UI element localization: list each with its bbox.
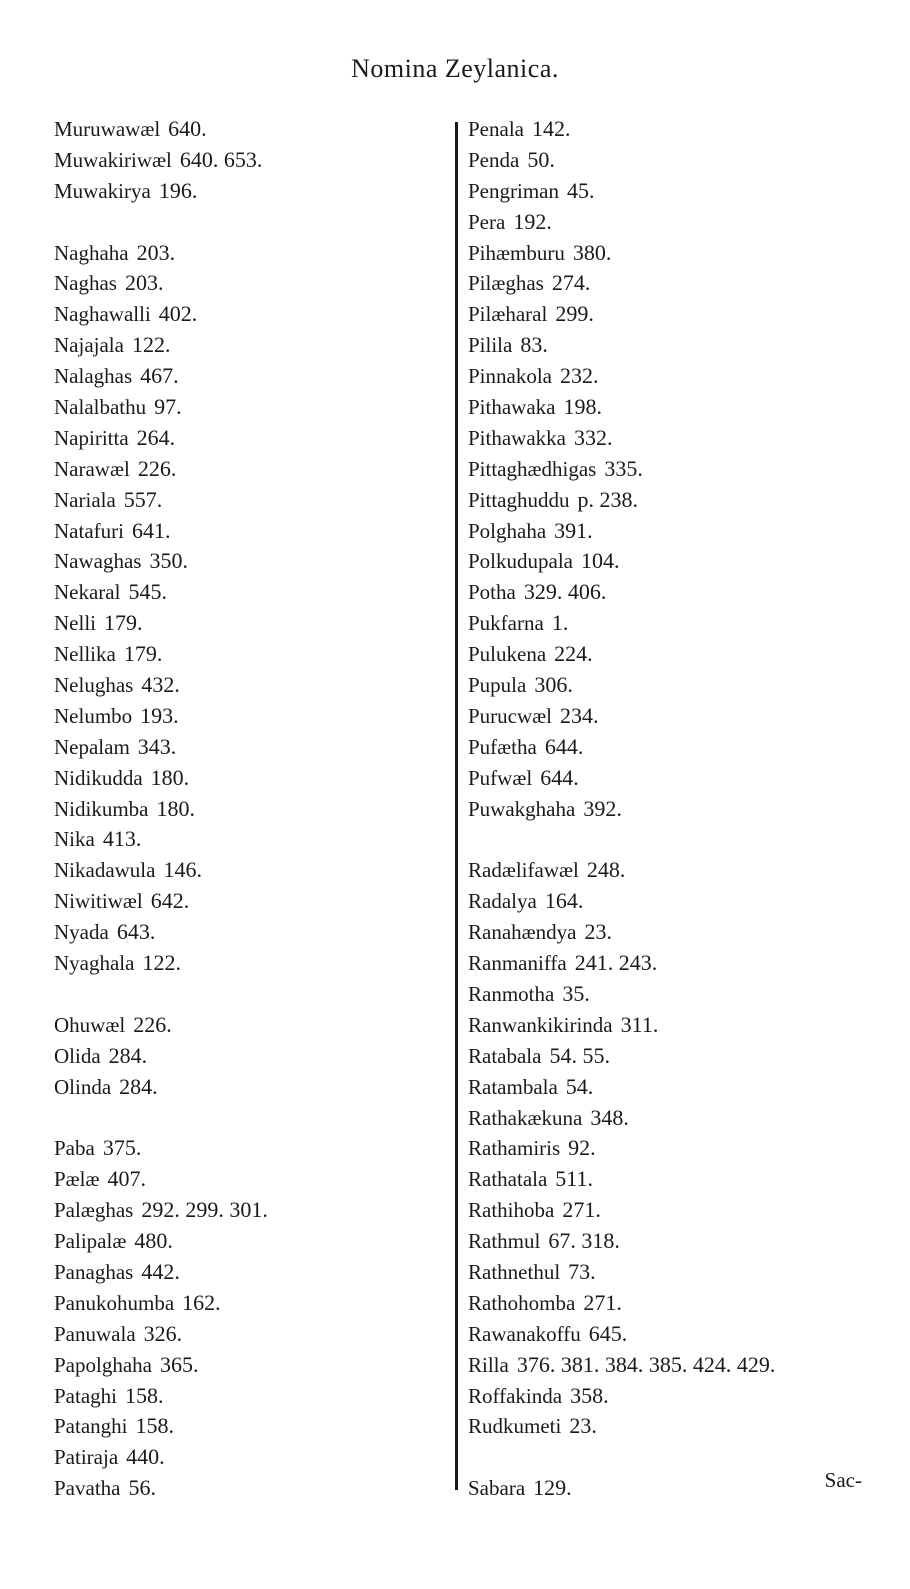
index-entry xyxy=(468,176,888,207)
entry-page-ref: 640. 653. xyxy=(179,146,263,172)
entry-page-ref: 335. xyxy=(604,455,643,481)
index-entry xyxy=(54,454,424,485)
entry-word: Panukohumba xyxy=(54,1290,175,1315)
entry-page-ref: 198. xyxy=(563,394,602,420)
entry-page-ref: 180. xyxy=(150,764,190,790)
entry-page-ref: 375. xyxy=(102,1135,142,1161)
index-entry xyxy=(54,1411,424,1442)
entry-word: Olinda xyxy=(54,1074,112,1099)
left-index-column xyxy=(54,114,424,1504)
catchword: Sac- xyxy=(824,1468,862,1492)
index-entry xyxy=(468,670,888,701)
entry-word: Pælæ xyxy=(54,1167,100,1192)
entry-page-ref: 480. xyxy=(134,1228,173,1254)
entry-page-ref: 432. xyxy=(141,672,180,698)
entry-page-ref: 23. xyxy=(569,1413,597,1439)
entry-page-ref: 158. xyxy=(125,1382,164,1408)
index-entry xyxy=(54,1133,424,1164)
entry-word: Nika xyxy=(54,827,95,852)
index-entry xyxy=(468,207,888,238)
entry-word: Nyada xyxy=(54,920,109,945)
index-entry xyxy=(468,1133,888,1164)
entry-page-ref: 292. 299. 301. xyxy=(141,1197,268,1223)
entry-page-ref: 146. xyxy=(163,857,202,883)
section-gap xyxy=(54,207,424,238)
entry-word: Ratambala xyxy=(468,1074,558,1099)
index-entry xyxy=(468,1381,888,1412)
index-entry xyxy=(54,670,424,701)
entry-word: Penala xyxy=(468,117,524,141)
entry-page-ref: 271. xyxy=(562,1197,601,1223)
entry-word: Muwakiriwæl xyxy=(54,147,172,172)
index-entry xyxy=(54,1072,424,1103)
index-entry xyxy=(468,608,888,639)
index-entry xyxy=(54,1381,424,1412)
index-entry xyxy=(54,176,424,207)
index-entry xyxy=(54,701,424,732)
entry-page-ref: 129. xyxy=(533,1475,572,1501)
entry-word: Rathihoba xyxy=(468,1198,555,1223)
index-entry xyxy=(468,1350,888,1381)
entry-page-ref: 162. xyxy=(182,1289,221,1315)
entry-word: Nawaghas xyxy=(54,549,142,574)
entry-page-ref: p. 238. xyxy=(577,486,639,512)
entry-page-ref: 264. xyxy=(136,424,176,450)
index-entry xyxy=(54,855,424,886)
entry-word: Nekaral xyxy=(54,580,121,605)
entry-page-ref: 467. xyxy=(140,363,179,389)
entry-page-ref: 196. xyxy=(158,177,198,203)
entry-word: Pupula xyxy=(468,673,527,698)
index-entry xyxy=(54,1164,424,1195)
entry-word: Najajala xyxy=(54,333,124,358)
entry-page-ref: 641. xyxy=(131,517,171,543)
entry-page-ref: 332. xyxy=(573,424,613,450)
entry-page-ref: 343. xyxy=(137,733,177,759)
index-entry xyxy=(468,1010,888,1041)
entry-word: Nellika xyxy=(54,642,116,667)
entry-word: Olida xyxy=(54,1043,101,1068)
index-entry xyxy=(54,114,424,145)
entry-word: Nidikudda xyxy=(54,765,143,790)
entry-word: Panaghas xyxy=(54,1259,134,1284)
entry-page-ref: 358. xyxy=(570,1382,609,1408)
entry-page-ref: 164. xyxy=(544,888,584,914)
entry-word: Sabara xyxy=(468,1476,526,1501)
right-index-column xyxy=(468,114,888,1504)
entry-page-ref: 440. xyxy=(126,1444,165,1470)
index-entry xyxy=(468,268,888,299)
index-entry xyxy=(54,145,424,176)
index-entry xyxy=(468,299,888,330)
entry-word: Pithawakka xyxy=(468,425,566,450)
index-entry xyxy=(468,238,888,269)
page-title: Nomina Zeylanica. xyxy=(351,54,559,83)
index-entry xyxy=(54,238,424,269)
entry-word: Muwakirya xyxy=(54,178,151,203)
index-entry xyxy=(468,1257,888,1288)
entry-page-ref: 642. xyxy=(150,888,190,914)
entry-page-ref: 226. xyxy=(133,1011,172,1037)
entry-page-ref: 142. xyxy=(531,116,571,141)
entry-word: Naghas xyxy=(54,271,117,296)
entry-page-ref: 311. xyxy=(620,1011,659,1037)
index-entry xyxy=(468,917,888,948)
index-entry xyxy=(468,701,888,732)
index-entry xyxy=(468,1041,888,1072)
index-entry xyxy=(54,1041,424,1072)
entry-page-ref: 179. xyxy=(104,610,143,636)
entry-word: Nelughas xyxy=(54,673,134,698)
entry-page-ref: 557. xyxy=(123,486,163,512)
entry-word: Napiritta xyxy=(54,425,129,450)
section-gap xyxy=(54,979,424,1010)
entry-page-ref: 1. xyxy=(551,610,569,636)
entry-word: Rathohomba xyxy=(468,1290,576,1315)
index-entry xyxy=(54,1473,424,1504)
index-entry xyxy=(54,1195,424,1226)
entry-word: Nalaghas xyxy=(54,364,133,389)
index-entry xyxy=(468,1103,888,1134)
index-entry xyxy=(468,423,888,454)
entry-page-ref: 350. xyxy=(149,548,188,574)
entry-word: Nelumbo xyxy=(54,703,133,728)
entry-page-ref: 23. xyxy=(584,919,612,945)
index-entry xyxy=(54,1442,424,1473)
column-divider-rule xyxy=(455,122,458,1490)
entry-page-ref: 391. xyxy=(554,517,593,543)
index-entry xyxy=(468,794,888,825)
entry-word: Purucwæl xyxy=(468,703,552,728)
entry-page-ref: 179. xyxy=(123,641,163,667)
index-entry xyxy=(468,1072,888,1103)
entry-page-ref: 326. xyxy=(143,1320,183,1346)
entry-page-ref: 73. xyxy=(568,1258,596,1284)
entry-page-ref: 56. xyxy=(128,1475,156,1501)
entry-word: Palæghas xyxy=(54,1198,134,1223)
entry-page-ref: 193. xyxy=(140,702,179,728)
index-entry xyxy=(54,732,424,763)
entry-word: Niwitiwæl xyxy=(54,889,143,914)
entry-word: Ranmaniffa xyxy=(468,951,567,976)
index-entry xyxy=(468,1164,888,1195)
entry-word: Paba xyxy=(54,1136,95,1161)
index-entry xyxy=(468,330,888,361)
index-entry xyxy=(54,1226,424,1257)
entry-page-ref: 442. xyxy=(141,1258,180,1284)
entry-page-ref: 83. xyxy=(520,332,548,358)
entry-page-ref: 545. xyxy=(128,579,167,605)
entry-page-ref: 348. xyxy=(590,1104,629,1130)
entry-page-ref: 284. xyxy=(119,1073,158,1099)
entry-page-ref: 180. xyxy=(156,795,195,821)
entry-word: Rilla xyxy=(468,1352,509,1377)
entry-word: Nikadawula xyxy=(54,858,156,883)
entry-word: Patiraja xyxy=(54,1445,119,1470)
index-entry xyxy=(468,1226,888,1257)
index-entry xyxy=(54,886,424,917)
entry-word: Ranwankikirinda xyxy=(468,1012,613,1037)
entry-page-ref: 645. xyxy=(588,1320,628,1346)
entry-word: Rathamiris xyxy=(468,1136,561,1161)
entry-word: Ratabala xyxy=(468,1043,542,1068)
entry-word: Nalalbathu xyxy=(54,395,147,420)
entry-page-ref: 241. 243. xyxy=(574,950,658,976)
entry-word: Pilæharal xyxy=(468,302,548,327)
index-entry xyxy=(54,763,424,794)
index-entry xyxy=(54,268,424,299)
index-entry xyxy=(54,1288,424,1319)
index-entry xyxy=(54,392,424,423)
entry-word: Nidikumba xyxy=(54,796,149,821)
index-entry xyxy=(468,948,888,979)
entry-word: Nepalam xyxy=(54,734,130,759)
index-entry xyxy=(54,1010,424,1041)
entry-page-ref: 203. xyxy=(124,270,164,296)
entry-word: Pulukena xyxy=(468,642,547,667)
entry-page-ref: 54. 55. xyxy=(549,1042,610,1068)
index-entry xyxy=(54,330,424,361)
entry-word: Naghawalli xyxy=(54,302,151,327)
entry-word: Muruwawæl xyxy=(54,117,161,141)
entry-page-ref: 644. xyxy=(540,764,579,790)
index-entry xyxy=(54,1350,424,1381)
entry-word: Patanghi xyxy=(54,1414,128,1439)
entry-page-ref: 158. xyxy=(135,1413,174,1439)
entry-word: Pataghi xyxy=(54,1383,117,1408)
index-entry xyxy=(468,516,888,547)
entry-word: Roffakinda xyxy=(468,1383,563,1408)
index-entry xyxy=(54,577,424,608)
entry-page-ref: 122. xyxy=(131,332,171,358)
index-entry xyxy=(468,1195,888,1226)
entry-page-ref: 92. xyxy=(568,1135,596,1161)
index-entry xyxy=(54,485,424,516)
entry-page-ref: 376. 381. 384. 385. 424. 429. xyxy=(516,1351,776,1377)
entry-page-ref: 380. xyxy=(572,239,612,265)
index-entry xyxy=(468,361,888,392)
entry-page-ref: 271. xyxy=(583,1289,622,1315)
entry-word: Papolghaha xyxy=(54,1352,152,1377)
entry-word: Pera xyxy=(468,209,506,234)
entry-word: Rathnethul xyxy=(468,1259,561,1284)
entry-word: Pinnakola xyxy=(468,364,552,389)
entry-word: Pufwæl xyxy=(468,765,533,790)
entry-page-ref: 640. xyxy=(168,116,207,141)
entry-word: Radælifawæl xyxy=(468,858,579,883)
entry-page-ref: 407. xyxy=(107,1166,147,1192)
entry-page-ref: 122. xyxy=(142,950,181,976)
entry-word: Puwakghaha xyxy=(468,796,576,821)
index-entry xyxy=(468,114,888,145)
entry-word: Rawanakoffu xyxy=(468,1321,581,1346)
index-entry xyxy=(468,577,888,608)
entry-word: Ranmotha xyxy=(468,981,555,1006)
index-entry xyxy=(54,1257,424,1288)
index-entry xyxy=(54,546,424,577)
entry-word: Naghaha xyxy=(54,240,129,265)
entry-page-ref: 97. xyxy=(154,394,182,420)
entry-word: Pengriman xyxy=(468,178,559,203)
entry-word: Ranahændya xyxy=(468,920,577,945)
index-entry xyxy=(54,516,424,547)
entry-page-ref: 365. xyxy=(159,1351,199,1377)
index-entry xyxy=(468,855,888,886)
entry-word: Rudkumeti xyxy=(468,1414,562,1439)
index-entry xyxy=(468,1288,888,1319)
index-entry xyxy=(468,639,888,670)
entry-page-ref: 274. xyxy=(551,270,591,296)
entry-page-ref: 329. 406. xyxy=(523,579,607,605)
entry-word: Pihæmburu xyxy=(468,240,565,265)
entry-word: Rathakækuna xyxy=(468,1105,583,1130)
entry-page-ref: 402. xyxy=(158,301,198,327)
entry-word: Nyaghala xyxy=(54,951,135,976)
entry-page-ref: 203. xyxy=(136,239,176,265)
index-entry xyxy=(468,454,888,485)
index-entry xyxy=(54,361,424,392)
entry-word: Rathatala xyxy=(468,1167,548,1192)
index-entry xyxy=(468,886,888,917)
entry-word: Pilæghas xyxy=(468,271,544,296)
index-entry xyxy=(468,979,888,1010)
index-entry xyxy=(468,1319,888,1350)
entry-page-ref: 50. xyxy=(527,146,555,172)
entry-page-ref: 232. xyxy=(560,363,599,389)
entry-word: Pittaghuddu xyxy=(468,487,570,512)
entry-word: Panuwala xyxy=(54,1321,136,1346)
index-entry xyxy=(54,299,424,330)
entry-word: Penda xyxy=(468,147,520,172)
index-entry xyxy=(54,917,424,948)
entry-word: Potha xyxy=(468,580,516,605)
index-entry xyxy=(468,392,888,423)
entry-word: Pukfarna xyxy=(468,611,544,636)
index-entry xyxy=(54,824,424,855)
section-gap xyxy=(468,824,888,855)
index-entry xyxy=(54,1319,424,1350)
index-entry xyxy=(54,639,424,670)
entry-word: Natafuri xyxy=(54,518,124,543)
index-entry xyxy=(468,763,888,794)
entry-page-ref: 392. xyxy=(583,795,622,821)
entry-word: Pilila xyxy=(468,333,513,358)
entry-page-ref: 511. xyxy=(555,1166,593,1192)
entry-word: Rathmul xyxy=(468,1229,541,1254)
entry-page-ref: 284. xyxy=(108,1042,148,1068)
entry-page-ref: 54. xyxy=(565,1073,594,1099)
index-entry xyxy=(468,1411,888,1442)
entry-page-ref: 224. xyxy=(554,641,593,667)
entry-word: Polkudupala xyxy=(468,549,573,574)
index-entry xyxy=(468,546,888,577)
entry-word: Nariala xyxy=(54,487,116,512)
entry-page-ref: 299. xyxy=(555,301,594,327)
entry-page-ref: 248. xyxy=(586,857,626,883)
entry-word: Pittaghædhigas xyxy=(468,456,597,481)
index-entry xyxy=(54,608,424,639)
index-entry xyxy=(54,423,424,454)
index-entry xyxy=(54,948,424,979)
entry-page-ref: 45. xyxy=(566,177,595,203)
entry-word: Pithawaka xyxy=(468,395,556,420)
index-entry xyxy=(468,732,888,763)
index-entry xyxy=(468,485,888,516)
entry-page-ref: 35. xyxy=(562,980,590,1006)
entry-word: Pavatha xyxy=(54,1476,121,1501)
section-gap xyxy=(54,1103,424,1134)
entry-page-ref: 234. xyxy=(560,702,599,728)
entry-page-ref: 67. 318. xyxy=(548,1228,620,1254)
entry-word: Palipalæ xyxy=(54,1229,127,1254)
entry-page-ref: 644. xyxy=(544,733,584,759)
entry-page-ref: 643. xyxy=(116,919,156,945)
index-entry xyxy=(54,794,424,825)
entry-word: Pufætha xyxy=(468,734,537,759)
entry-page-ref: 306. xyxy=(534,672,573,698)
entry-page-ref: 192. xyxy=(513,208,552,234)
entry-word: Radalya xyxy=(468,889,537,914)
entry-page-ref: 104. xyxy=(581,548,620,574)
entry-word: Narawæl xyxy=(54,456,130,481)
index-entry xyxy=(468,145,888,176)
entry-word: Ohuwæl xyxy=(54,1012,126,1037)
entry-word: Nelli xyxy=(54,611,96,636)
entry-page-ref: 226. xyxy=(137,455,177,481)
entry-word: Polghaha xyxy=(468,518,547,543)
entry-page-ref: 413. xyxy=(102,826,142,852)
